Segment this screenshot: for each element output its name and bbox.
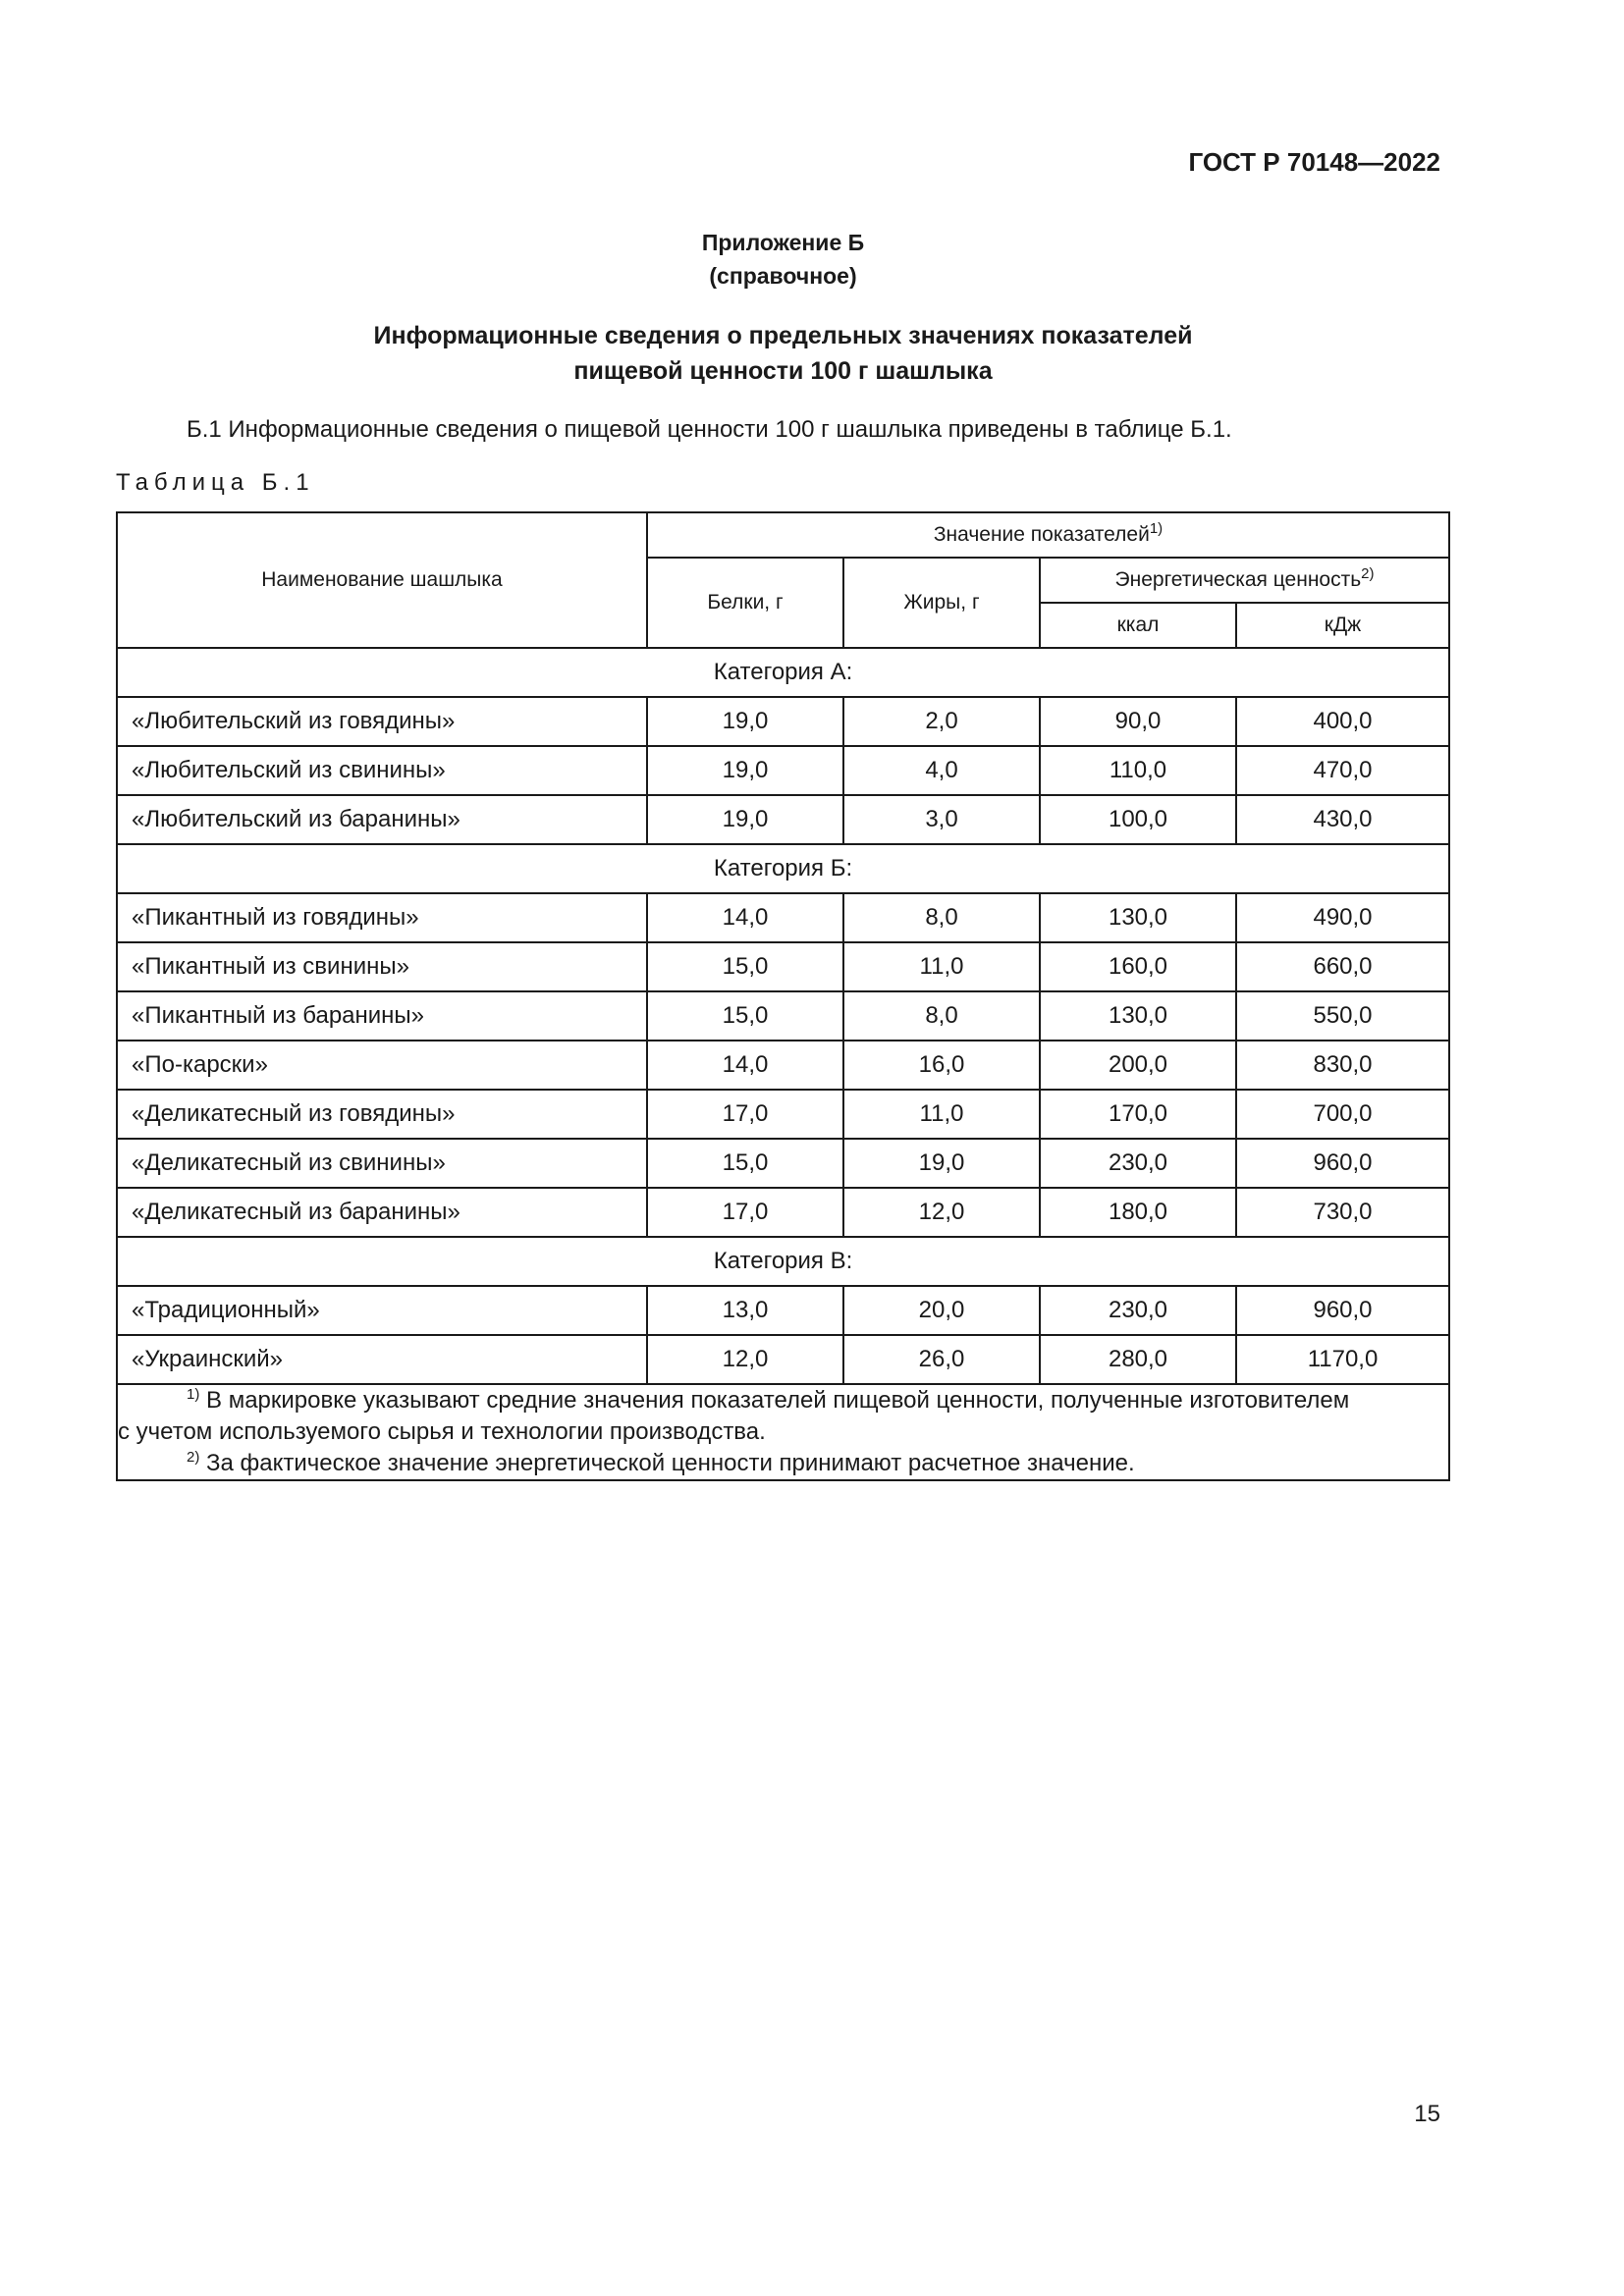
cell-name: «Пикантный из говядины» xyxy=(117,893,647,942)
cell-kcal: 230,0 xyxy=(1040,1139,1236,1188)
cell-kcal: 100,0 xyxy=(1040,795,1236,844)
cell-fat: 26,0 xyxy=(843,1335,1040,1384)
column-header-protein: Белки, г xyxy=(647,558,843,648)
cell-protein: 12,0 xyxy=(647,1335,843,1384)
column-header-energy: Энергетическая ценность$^{2)}$ xyxy=(1040,558,1449,603)
cell-kcal: 130,0 xyxy=(1040,893,1236,942)
cell-name: «Любительский из говядины» xyxy=(117,697,647,746)
intro-paragraph: Б.1 Информационные сведения о пищевой ценности 100 г шашлыка приведены в таблице Б.1. xyxy=(187,416,1232,443)
cell-name: «Любительский из баранины» xyxy=(117,795,647,844)
cell-protein: 19,0 xyxy=(647,697,843,746)
table-row xyxy=(117,991,1449,1041)
cell-fat: 16,0 xyxy=(843,1041,1040,1090)
cell-protein: 15,0 xyxy=(647,1139,843,1188)
column-header-fat: Жиры, г xyxy=(843,558,1040,648)
cell-fat: 20,0 xyxy=(843,1286,1040,1335)
cell-name: «Деликатесный из свинины» xyxy=(117,1139,647,1188)
column-header-name: Наименование шашлыка xyxy=(117,512,647,648)
cell-name: «Деликатесный из говядины» xyxy=(117,1090,647,1139)
appendix-title: Приложение Б xyxy=(701,230,865,255)
section-heading-line-2: пищевой ценности 100 г шашлыка xyxy=(573,357,993,385)
cell-kj: 730,0 xyxy=(1236,1188,1449,1237)
cell-name: «Традиционный» xyxy=(117,1286,647,1335)
cell-fat: 19,0 xyxy=(843,1139,1040,1188)
cell-kj: 400,0 xyxy=(1236,697,1449,746)
table-row xyxy=(117,1090,1449,1139)
cell-kj: 490,0 xyxy=(1236,893,1449,942)
cell-kj: 830,0 xyxy=(1236,1041,1449,1090)
table-row xyxy=(117,697,1449,746)
cell-kj: 960,0 xyxy=(1236,1139,1449,1188)
footnote-2: $^{2)}$ За фактическое значение энергетической ценности принимают расчетное значение. xyxy=(187,1449,1135,1476)
column-header-kj: кДж xyxy=(1236,603,1449,648)
cell-kj: 470,0 xyxy=(1236,746,1449,795)
cell-fat: 11,0 xyxy=(843,942,1040,991)
column-header-kcal: ккал xyxy=(1040,603,1236,648)
cell-kcal: 90,0 xyxy=(1040,697,1236,746)
cell-fat: 3,0 xyxy=(843,795,1040,844)
cell-protein: 19,0 xyxy=(647,746,843,795)
cell-kcal: 180,0 xyxy=(1040,1188,1236,1237)
cell-kcal: 170,0 xyxy=(1040,1090,1236,1139)
cell-kj: 660,0 xyxy=(1236,942,1449,991)
cell-kj: 1170,0 xyxy=(1236,1335,1449,1384)
cell-kj: 550,0 xyxy=(1236,991,1449,1041)
table-row xyxy=(117,795,1449,844)
footnote-1: $^{1)}$ В маркировке указывают средние значения показателей пищевой ценности, полученные изготовителем xyxy=(187,1386,1350,1414)
category-row xyxy=(117,1237,1449,1286)
cell-kj: 960,0 xyxy=(1236,1286,1449,1335)
section-heading xyxy=(0,318,1566,389)
appendix-heading xyxy=(0,226,1566,293)
cell-protein: 13,0 xyxy=(647,1286,843,1335)
cell-protein: 14,0 xyxy=(647,1041,843,1090)
cell-name: «Пикантный из свинины» xyxy=(117,942,647,991)
table-footnotes xyxy=(117,1384,1449,1480)
cell-fat: 11,0 xyxy=(843,1090,1040,1139)
category-label: Категория А: xyxy=(117,648,1449,697)
category-label: Категория Б: xyxy=(117,844,1449,893)
cell-name: «Деликатесный из баранины» xyxy=(117,1188,647,1237)
section-heading-line-1: Информационные сведения о предельных значениях показателей xyxy=(373,322,1193,349)
cell-protein: 15,0 xyxy=(647,991,843,1041)
cell-fat: 8,0 xyxy=(843,893,1040,942)
cell-kj: 700,0 xyxy=(1236,1090,1449,1139)
table-row xyxy=(117,942,1449,991)
cell-kcal: 130,0 xyxy=(1040,991,1236,1041)
cell-kcal: 230,0 xyxy=(1040,1286,1236,1335)
cell-protein: 19,0 xyxy=(647,795,843,844)
cell-protein: 15,0 xyxy=(647,942,843,991)
table-row xyxy=(117,1188,1449,1237)
table-caption: Таблица Б.1 xyxy=(116,469,315,496)
cell-protein: 17,0 xyxy=(647,1188,843,1237)
cell-kcal: 110,0 xyxy=(1040,746,1236,795)
cell-fat: 12,0 xyxy=(843,1188,1040,1237)
footnote-ref: 1) xyxy=(1149,520,1164,537)
cell-kcal: 200,0 xyxy=(1040,1041,1236,1090)
cell-name: «Пикантный из баранины» xyxy=(117,991,647,1041)
column-header-values: Значение показателей$^{1)}$ xyxy=(647,512,1449,558)
table-row xyxy=(117,1335,1449,1384)
table-row xyxy=(117,1139,1449,1188)
table-row xyxy=(117,1286,1449,1335)
page-number: 15 xyxy=(1414,2101,1440,2127)
cell-name: «По-карски» xyxy=(117,1041,647,1090)
category-row xyxy=(117,648,1449,697)
category-label: Категория В: xyxy=(117,1237,1449,1286)
cell-name: «Украинский» xyxy=(117,1335,647,1384)
cell-name: «Любительский из свинины» xyxy=(117,746,647,795)
table-row xyxy=(117,893,1449,942)
nutrition-table xyxy=(116,511,1450,1481)
cell-fat: 4,0 xyxy=(843,746,1040,795)
cell-kj: 430,0 xyxy=(1236,795,1449,844)
cell-protein: 14,0 xyxy=(647,893,843,942)
cell-kcal: 160,0 xyxy=(1040,942,1236,991)
table-row xyxy=(117,746,1449,795)
cell-protein: 17,0 xyxy=(647,1090,843,1139)
footnote-1-continuation: с учетом используемого сырья и технологии производства. xyxy=(118,1418,766,1445)
appendix-type: (справочное) xyxy=(709,263,857,289)
cell-kcal: 280,0 xyxy=(1040,1335,1236,1384)
footnote-ref: 2) xyxy=(1361,565,1375,582)
cell-fat: 8,0 xyxy=(843,991,1040,1041)
cell-fat: 2,0 xyxy=(843,697,1040,746)
document-standard-id: ГОСТ Р 70148—2022 xyxy=(1188,147,1440,177)
table-row xyxy=(117,1041,1449,1090)
category-row xyxy=(117,844,1449,893)
